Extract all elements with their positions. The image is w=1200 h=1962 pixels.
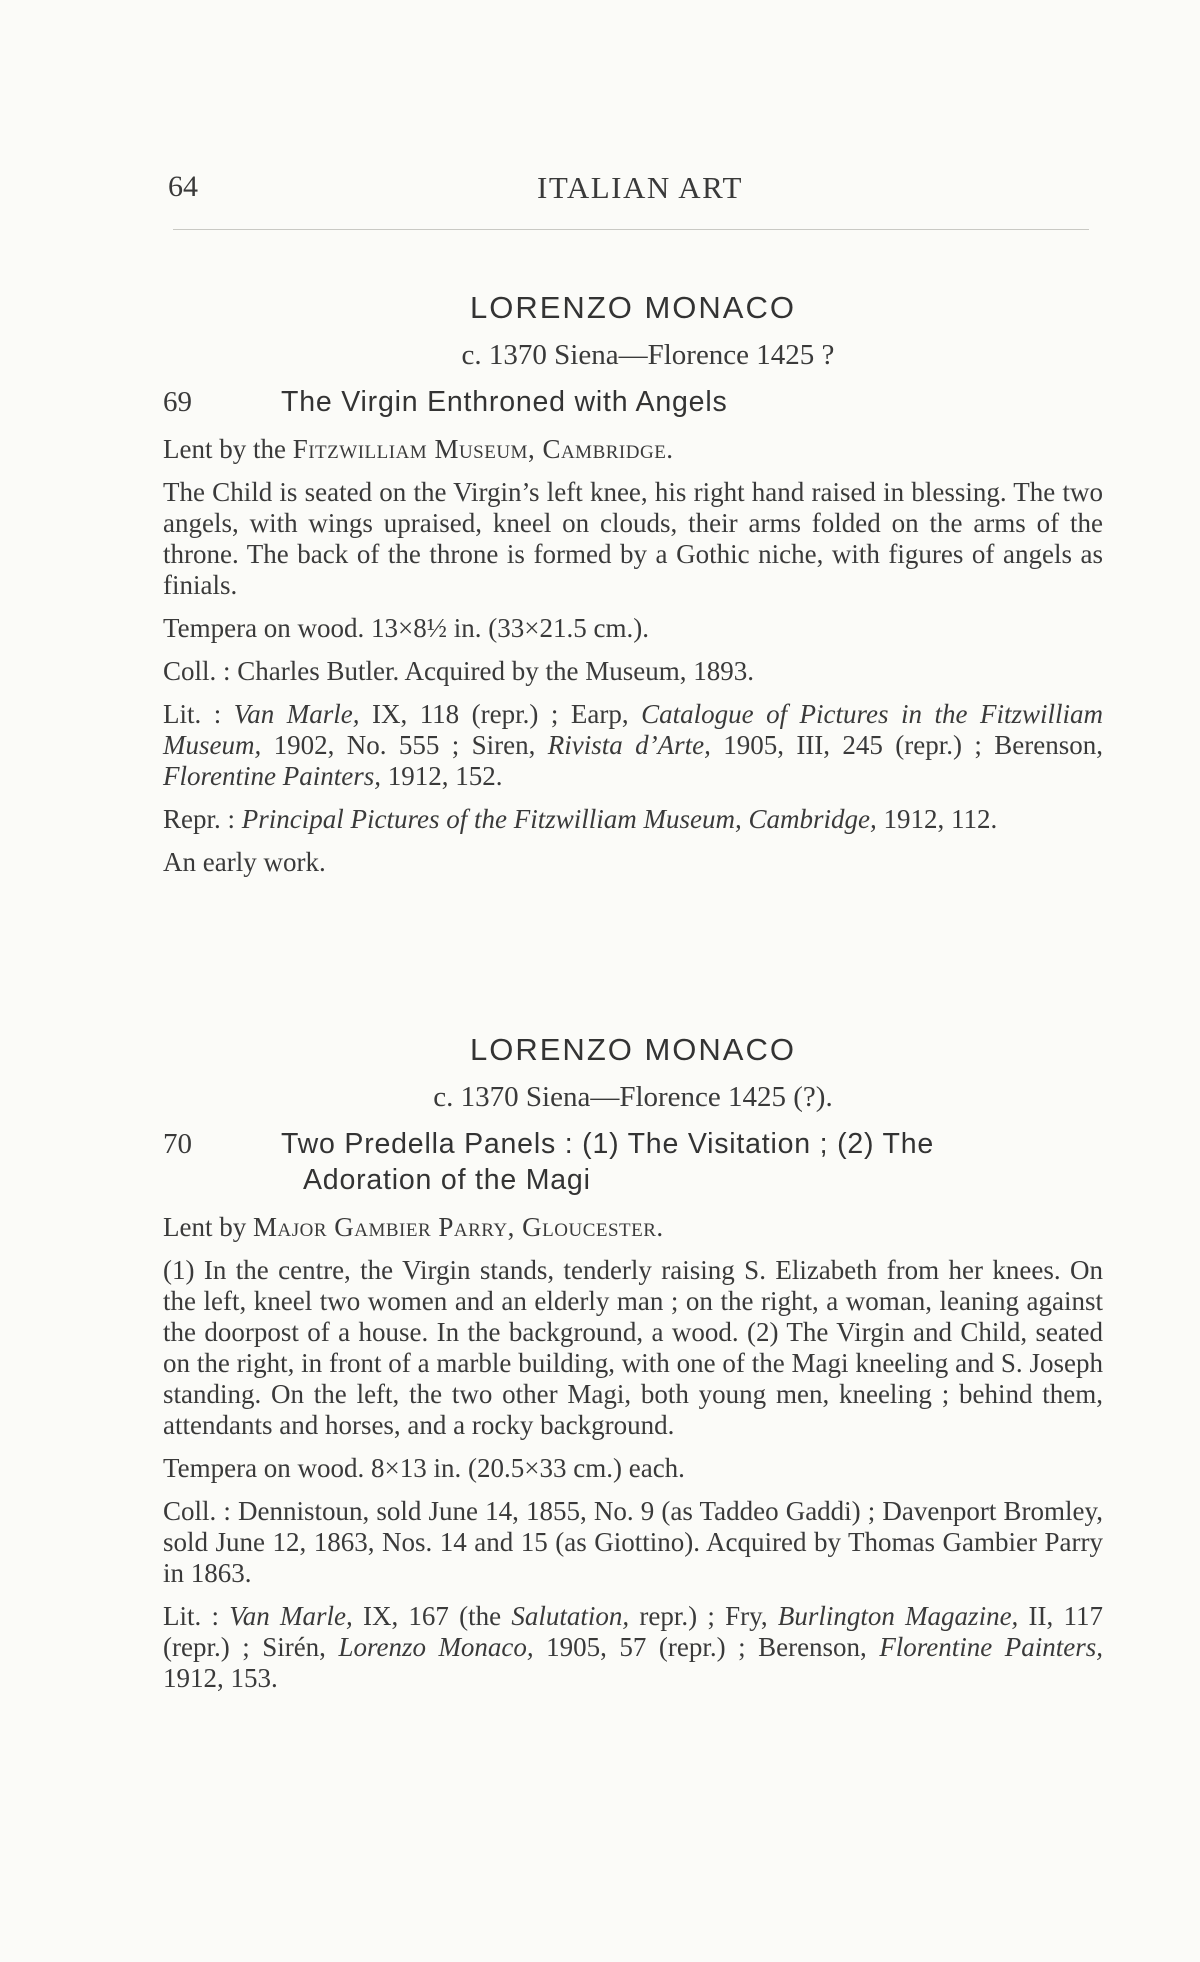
catalogue-number: 70 (163, 1128, 192, 1160)
reproduction: Repr. : Principal Pictures of the Fitzwilliam Museum, Cambridge, 1912, 112. (163, 804, 998, 834)
artist-dates: c. 1370 Siena—Florence 1425 ? (461, 339, 835, 371)
entry-title-row (163, 384, 1103, 420)
note: An early work. (163, 847, 326, 877)
entry-title-row (163, 1126, 1103, 1198)
page-number: 64 (168, 170, 198, 203)
medium-dimensions: Tempera on wood. 8×13 in. (20.5×33 cm.) each. (163, 1453, 685, 1483)
work-title: Two Predella Panels : (1) The Visitation ; (2) The Adoration of the Magi (281, 1128, 935, 1196)
artist-dates: c. 1370 Siena—Florence 1425 (?). (433, 1081, 833, 1113)
description: The Child is seated on the Virgin’s left knee, his right hand raised in blessing. The two angels, with wings upraised, kneel on clouds, their arms folded on the arms of the throne. The back of the throne is formed by a Gothic niche, with figures of angels as finials. (163, 477, 1103, 600)
lender-line: Lent by the Fitzwilliam Museum, Cambridge. (163, 434, 674, 464)
artist-name: LORENZO MONACO (470, 290, 796, 325)
catalogue-entry-70 (163, 1030, 1103, 1706)
collection-history: Coll. : Dennistoun, sold June 14, 1855, No. 9 (as Taddeo Gaddi) ; Davenport Bromley, sold June 12, 1863, Nos. 14 and 15 (as Giottino). Acquired by Thomas Gambier Parry in 1863. (163, 1496, 1103, 1588)
lender-line: Lent by Major Gambier Parry, Gloucester. (163, 1212, 664, 1242)
literature: Lit. : Van Marle, IX, 118 (repr.) ; Earp, Catalogue of Pictures in the Fitzwilliam Museum, 1902, No. 555 ; Siren, Rivista d’Arte, 1905, III, 245 (repr.) ; Berenson, Florentine Painters, 1912, 152. (163, 699, 1104, 791)
collection-history: Coll. : Charles Butler. Acquired by the Museum, 1893. (163, 656, 754, 686)
work-title: The Virgin Enthroned with Angels (281, 386, 728, 418)
running-head (168, 170, 1092, 210)
artist-name: LORENZO MONACO (470, 1032, 796, 1067)
description: (1) In the centre, the Virgin stands, tenderly raising S. Elizabeth from her knees. On the left, kneel two women and an elderly man ; on the right, a woman, leaning against the doorpost of a house. In the background, a wood. (2) The Virgin and Child, seated on the right, in front of a marble building, with one of the Magi kneeling and S. Joseph standing. On the left, the two other Magi, both young men, kneeling ; behind them, attendants and horses, and a rocky background. (163, 1255, 1103, 1440)
running-title: ITALIAN ART (537, 170, 743, 205)
literature: Lit. : Van Marle, IX, 167 (the Salutation, repr.) ; Fry, Burlington Magazine, II, 117 (repr.) ; Sirén, Lorenzo Monaco, 1905, 57 (repr.) ; Berenson, Florentine Painters, 1912, 153. (163, 1601, 1104, 1693)
lender-name: Fitzwilliam Museum, Cambridge. (292, 434, 674, 464)
medium-dimensions: Tempera on wood. 13×8½ in. (33×21.5 cm.). (163, 613, 649, 643)
catalogue-number: 69 (163, 386, 192, 418)
header-rule (173, 229, 1089, 230)
lender-name: Major Gambier Parry, Gloucester. (252, 1212, 664, 1242)
catalogue-entry-69 (163, 288, 1103, 890)
